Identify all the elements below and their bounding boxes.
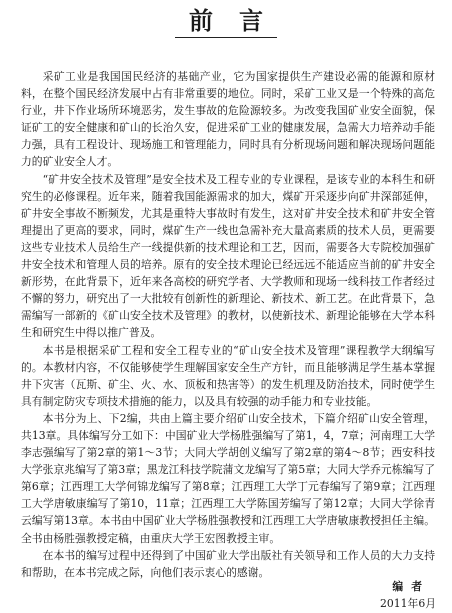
preface-body [21,68,435,581]
paragraph-5: 在本书的编写过程中还得到了中国矿业大学出版社有关领导和工作人员的大力支持和帮助，在本书完成之际，向他们表示衷心的感谢。 [21,548,435,579]
paragraph-1: 采矿工业是我国国民经济的基础产业，它为国家提供生产建设必需的能源和原材料，在整个国民经济发展中占有非常重要的地位。同时，采矿工业又是一个特殊的高危行业，井下作业场所环境恶劣，发生事故的危险源较多。为改变我国矿业安全面貌，保证矿工的安全健康和矿山的长治久安，促进采矿工业的健康发展，急需大力培养动手能力强，具有工程设计、现场施工和管理能力，同时具有分析现场问题和解决现场问题能力的矿业安全人才。 [21,70,435,169]
paragraph-4: 本书分为上、下2编，共由上篇主要介绍矿山安全技术，下篇介绍矿山安全管理，共13章。具体编写分工如下：中国矿业大学杨胜强编写了第1，4，7章；河南理工大学李志强编写了第2章的第1～3节；大同大学胡创义编写了第2章的第4～8节；西安科技大学张京兆编写了第3章；黑龙江科技学院蒲文龙编写了第5章；大同大学乔元栋编写了第6章；江西理工大学何锦龙编写了第8章；江西理工大学丁元春编写了第9章；江西理工大学唐敏康编写了第10，11章；江西理工大学陈国芳编写了第12章；大同大学徐青云编写第13章。本书由中国矿业大学杨胜强教授和江西理工大学唐敏康教授担任主编。全书由杨胜强教授定稿，由重庆大学王宏图教授主审。 [21,411,435,545]
signature-editor: 编者 [392,580,430,593]
signature-date: 2011年6月 [380,597,436,610]
page-title: 前言 [189,7,289,35]
paragraph-2: “矿井安全技术及管理”是安全技术及工程专业的专业课程，是该专业的本科生和研究生的必修课程。近年来，随着我国能源需求的加大，煤矿开采逐步向矿井深部延伸，矿井安全事故不断频发，尤其是重特大事故时有发生，这对矿井安全技术和矿井安全管理提出了更高的要求，同时，煤矿生产一线也急需补充大量高素质的技术人员，更需要这些专业技术人员给生产一线提供新的技术理论和工艺，因而，需要各大专院校加强矿井安全技术和管理人员的培养。原有的安全技术理论已经远远不能适应当前的矿井安全新形势，在此背景下，近年来各高校的研究学者、大学教师和现场一线科技工作者经过不懈的努力，研究出了一大批较有创新性的新理论、新技术、新工艺。在此背景下，急需编写一部新的《矿山安全技术及管理》的教材，以使新技术、新理论能够在大学本科生和研究生中得以推广普及。 [21,172,435,340]
title-underline [175,37,277,38]
paragraph-3: 本书是根据采矿工程和安全工程专业的“矿山安全技术及管理”课程教学大纲编写的。本教材内容，不仅能够使学生理解国家安全生产方针，而且能够满足学生基本掌握井下灾害（瓦斯、矿尘、火、水、顶板和热害等）的发生机理及防治技术，同时使学生具有制定防灾专项技术措施的能力，以及具有较强的动手能力和专业技能。 [21,343,435,408]
